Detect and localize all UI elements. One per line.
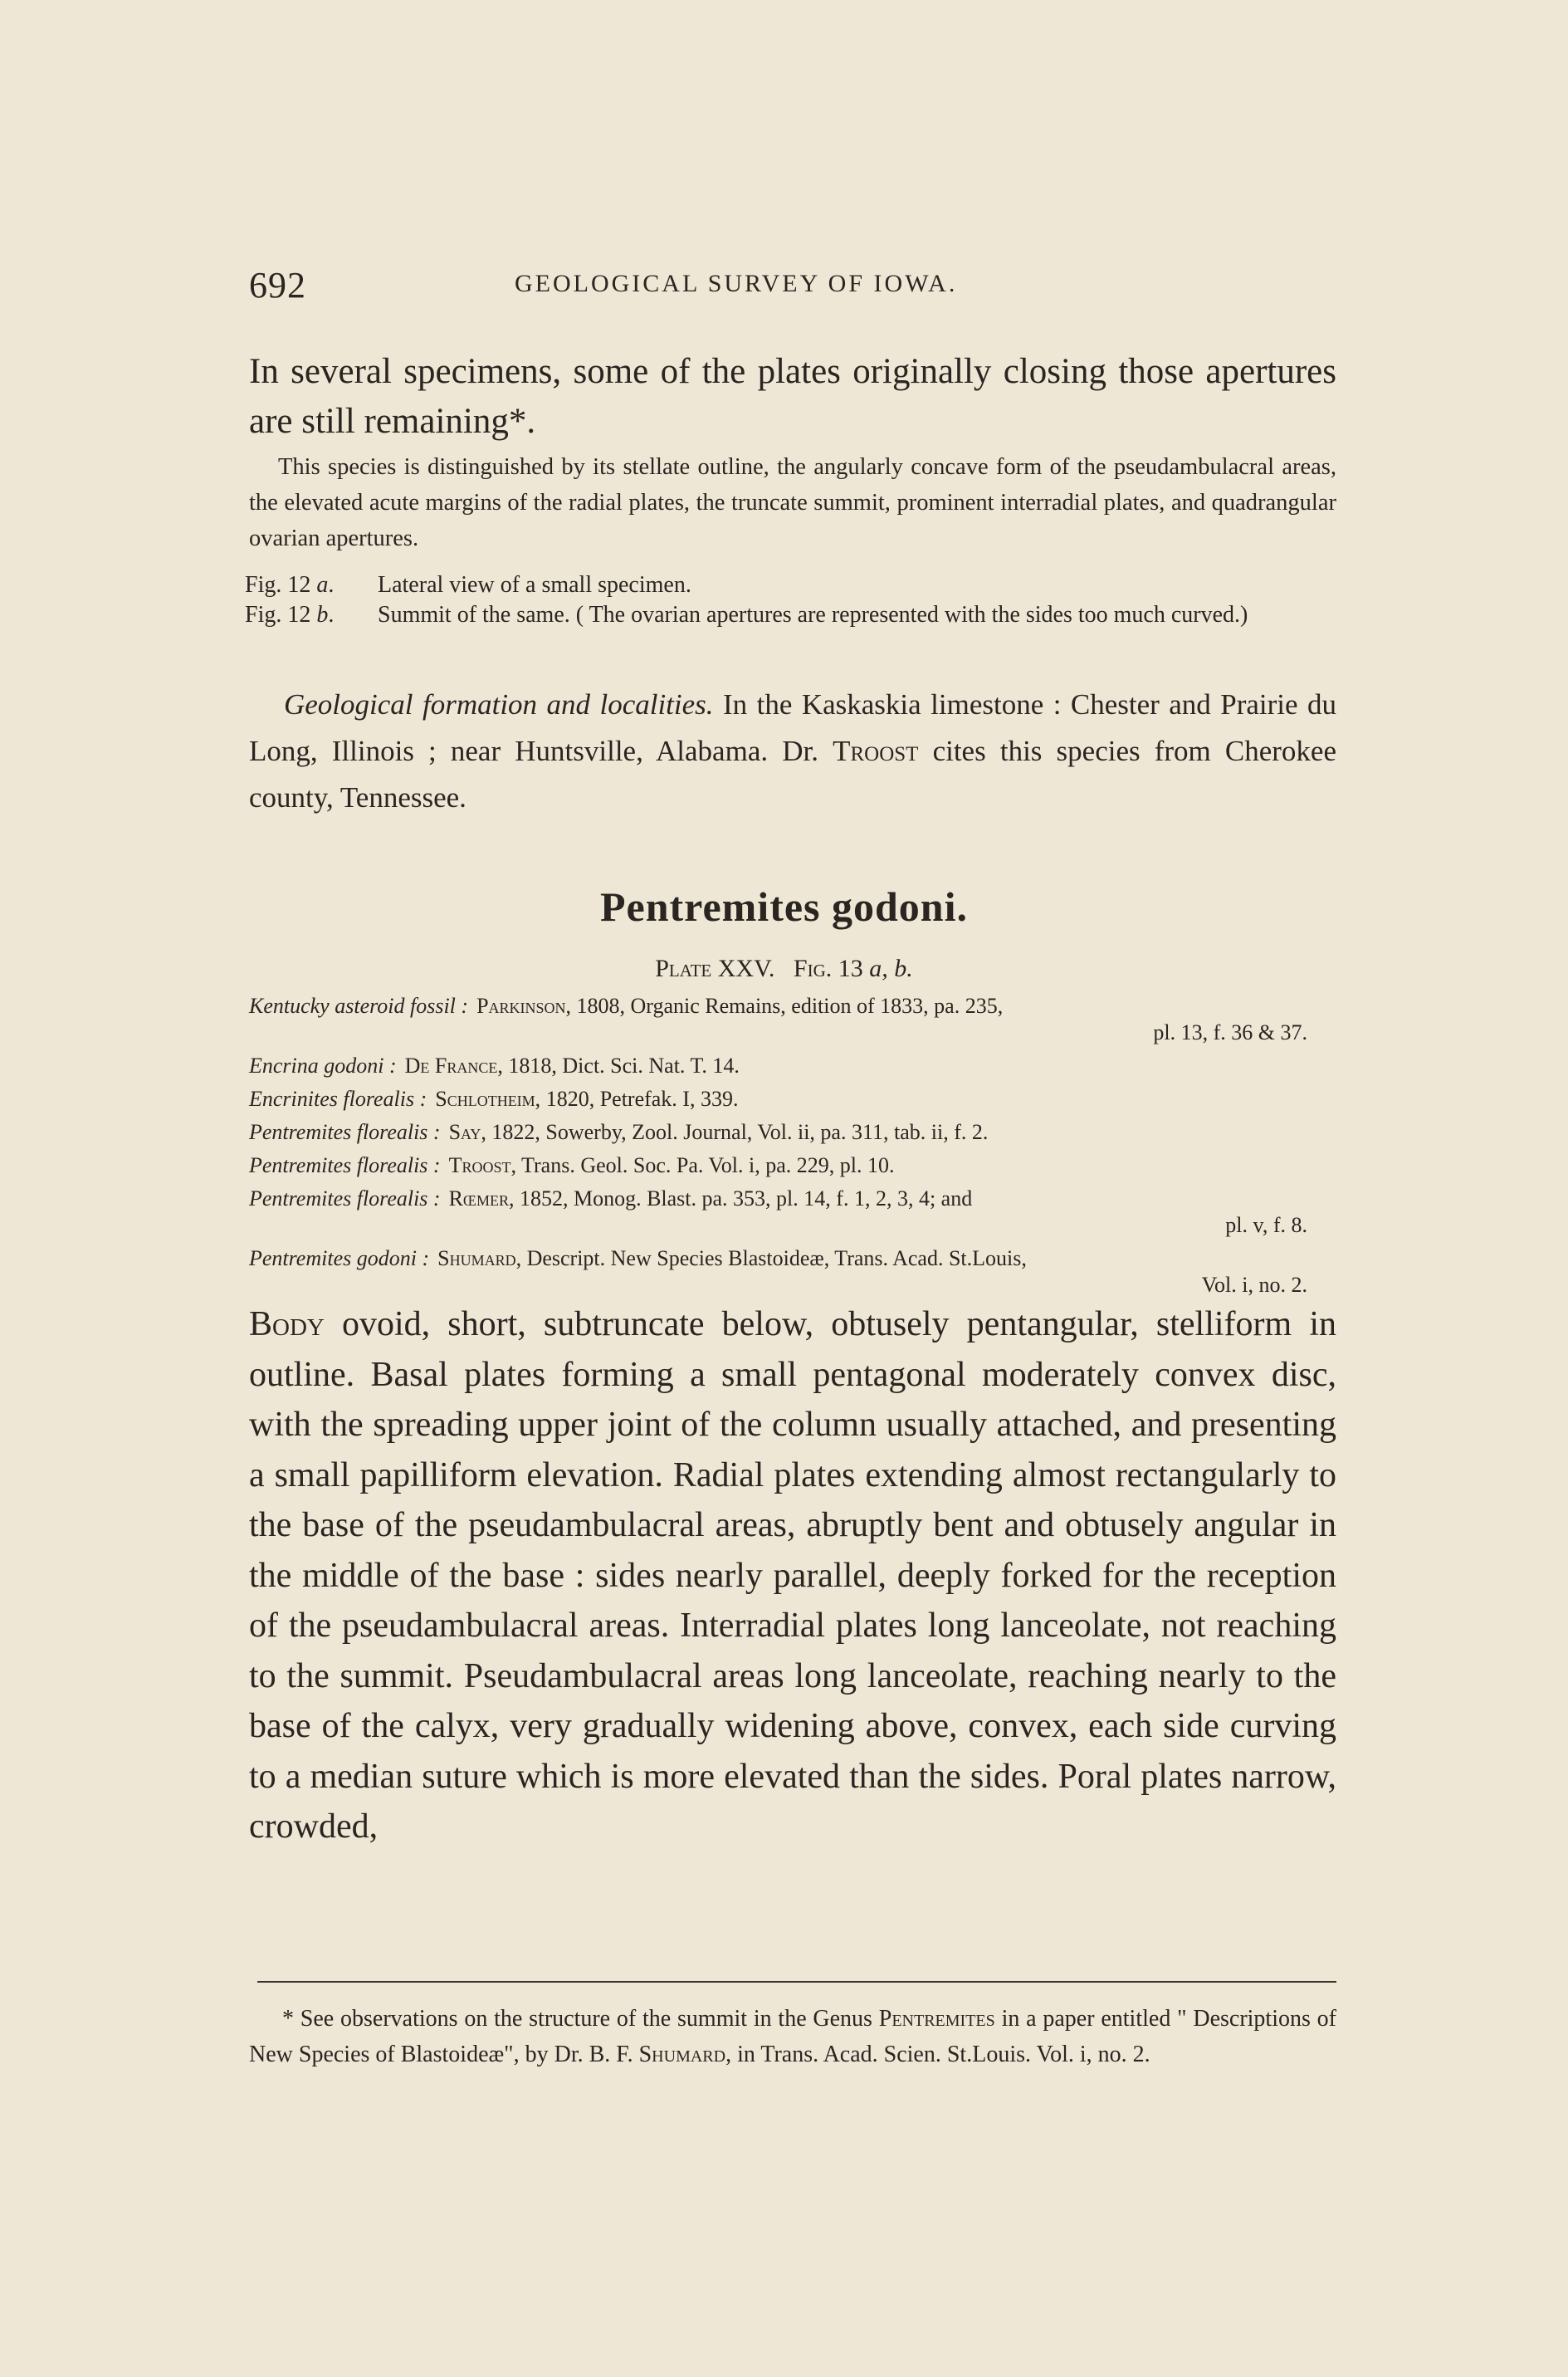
synonymy-entry: Pentremites godoni : Shumard, Descript. New Species Blastoideæ, Trans. Acad. St.Louis, Vol. i, no. 2. [249,1246,1307,1297]
figure-caption [245,603,1341,628]
running-title: GEOLOGICAL SURVEY OF IOWA. [515,270,958,297]
plate-reference: Plate XXV. Fig. 13 a, b. [655,955,913,982]
figure-text: Summit of the same. ( The ovarian apertures are represented with the sides too much curved.) [378,602,1248,628]
figure-label: Fig. 12 b. [245,602,335,628]
figure-captions [245,573,1341,633]
figure-label: Fig. 12 a. [245,572,335,598]
localities-heading: Geological formation and localities. [284,688,714,721]
footnote-divider [257,1981,1336,1983]
figure-text: Lateral view of a small specimen. [378,572,691,598]
author-name: Troost [833,735,919,767]
footnote: * See observations on the structure of the summit in the Genus Pentremites in a paper entitled " Descriptions of New Species of Blastoideæ", by Dr. B. F. Shumard, in Trans. Acad. Scien. St.Louis. Vol. i, no. 2. [249,2006,1336,2067]
distinction-paragraph: This species is distinguished by its stellate outline, the angularly concave form of the pseudambulacral areas, the elevated acute margins of the radial plates, the truncate summit, prominent interradial plates, and quadrangular ovarian apertures. [249,454,1336,551]
synonymy-list [249,993,1336,1305]
localities-paragraph: Geological formation and localities. In the Kaskaskia limestone : Chester and Prairie du Long, Illinois ; near Huntsville, Alabama. Dr. Troost cites this species from Cherokee county, Tennessee. [249,688,1336,814]
intro-paragraph: In several specimens, some of the plates originally closing those apertures are still remaining*. [249,352,1336,441]
description-paragraph: Body ovoid, short, subtruncate below, obtusely pentangular, stelliform in outline. Basal plates forming a small pentagonal moderately convex disc, with the spreading upper joint of the column usually attached, and presenting a small papilliform elevation. Radial plates extending almost rectangularly to the base of the pseudambulacral areas, abruptly bent and obtusely angular in the middle of the base : sides nearly parallel, deeply forked for the reception of the pseudambulacral areas. Interradial plates long lanceolate, not reaching to the summit. Pseudambulacral areas long lanceolate, reaching nearly to the base of the calyx, very gradually widening above, convex, each side curving to a median suture which is more elevated than the sides. Poral plates narrow, crowded, [249,1305,1336,1846]
synonymy-entry: Pentremites florealis : Rœmer, 1852, Monog. Blast. pa. 353, pl. 14, f. 1, 2, 3, 4; and pl. v, f. 8. [249,1186,1307,1237]
synonymy-entry: Pentremites florealis : Say, 1822, Sowerby, Zool. Journal, Vol. ii, pa. 311, tab. ii, f. 2. [249,1120,989,1144]
description-lead-word: Body [249,1305,325,1343]
synonymy-entry: Encrina godoni : De France, 1818, Dict. Sci. Nat. T. 14. [249,1054,740,1078]
species-title: Pentremites godoni. [599,883,969,930]
synonymy-entry: Kentucky asteroid fossil : Parkinson, 1808, Organic Remains, edition of 1833, pa. 235, pl. 13, f. 36 & 37. [249,994,1307,1044]
page-number: 692 [249,265,306,306]
synonymy-entry: Pentremites florealis : Troost, Trans. Geol. Soc. Pa. Vol. i, pa. 229, pl. 10. [249,1153,895,1177]
synonymy-entry: Encrinites florealis : Schlotheim, 1820, Petrefak. I, 339. [249,1087,739,1111]
figure-caption [245,573,1341,598]
